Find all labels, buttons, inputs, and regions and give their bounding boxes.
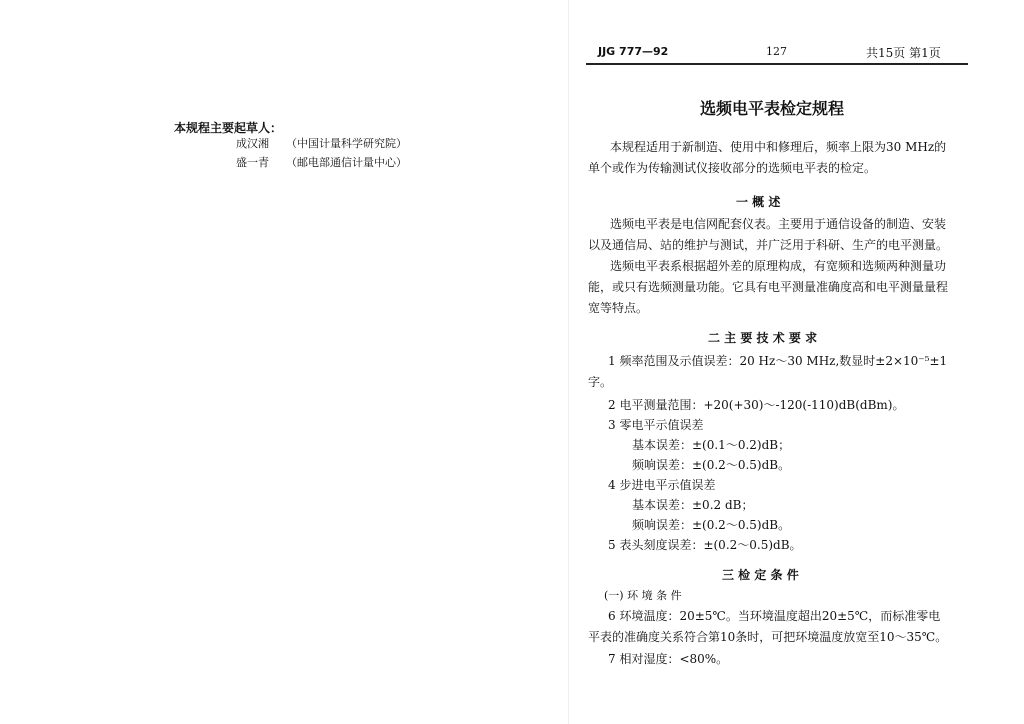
item-4: 4 步进电平示值误差 [608,478,716,492]
item-3: 3 零电平示值误差 [608,418,704,432]
header-rule [586,63,968,65]
standard-code: JJG 777—92 [598,45,669,58]
intro-line-1: 本规程适用于新制造、使用中和修理后，频率上限为30 MHz的 [610,140,947,154]
page-info: 共15页 第1页 [866,46,941,60]
s1p1-line-2: 以及通信局、站的维护与测试，并广泛用于科研、生产的电平测量。 [588,238,949,252]
item-7: 7 相对湿度：<80%。 [608,652,729,666]
item-5: 5 表头刻度误差：±(0.2～0.5)dB。 [608,538,802,552]
item-4-basic: 基本误差：±0.2 dB； [632,498,754,512]
page-number: 127 [766,45,787,58]
drafter-name-1: 成汉湘 [236,137,269,150]
section-2-heading: 二 主 要 技 术 要 求 [708,331,818,345]
intro-line-2: 单个或作为传输测试仪接收部分的选频电平表的检定。 [588,161,877,175]
item-3-basic: 基本误差：±(0.1～0.2)dB； [632,438,791,452]
s1p1-line-1: 选频电平表是电信网配套仪表。主要用于通信设备的制造、安装 [610,217,947,231]
intro-paragraph [588,137,968,179]
item-1 [588,351,968,393]
section-1-para-2 [588,256,968,319]
s1p2-line-2: 能，或只有选频测量功能。它具有电平测量准确度高和电平测量量程 [588,280,949,294]
section-3-heading: 三 检 定 条 件 [722,568,799,582]
drafter-org-1: （中国计量科学研究院） [286,137,407,150]
section-1-para-1 [588,214,968,256]
item-6 [588,606,968,648]
document-title: 选频电平表检定规程 [700,99,845,118]
page-fold [568,0,569,724]
section-1-heading: 一 概 述 [736,195,781,209]
item-6-line-1: 6 环境温度：20±5℃。当环境温度超出20±5℃，而标准零电 [608,609,941,623]
item-1-line-1: 1 频率范围及示值误差：20 Hz～30 MHz,数显时±2×10⁻⁵±1 [608,354,948,368]
s1p2-line-1: 选频电平表系根据超外差的原理构成，有宽频和选频两种测量功 [610,259,947,273]
drafter-name-2: 盛一青 [236,156,269,169]
s1p2-line-3: 宽等特点。 [588,301,649,315]
drafter-org-2: （邮电部通信计量中心） [286,156,407,169]
item-2: 2 电平测量范围：+20(+30)～-120(-110)dB(dBm)。 [608,398,905,412]
section-3-subheading: (一) 环 境 条 件 [604,589,682,602]
item-4-freq: 频响误差：±(0.2～0.5)dB。 [632,518,791,532]
item-6-line-2: 平表的准确度关系符合第10条时，可把环境温度放宽至10～35℃。 [588,630,948,644]
item-1-line-2: 字。 [588,375,613,389]
item-3-freq: 频响误差：±(0.2～0.5)dB。 [632,458,791,472]
drafters-title: 本规程主要起草人： [174,121,283,135]
